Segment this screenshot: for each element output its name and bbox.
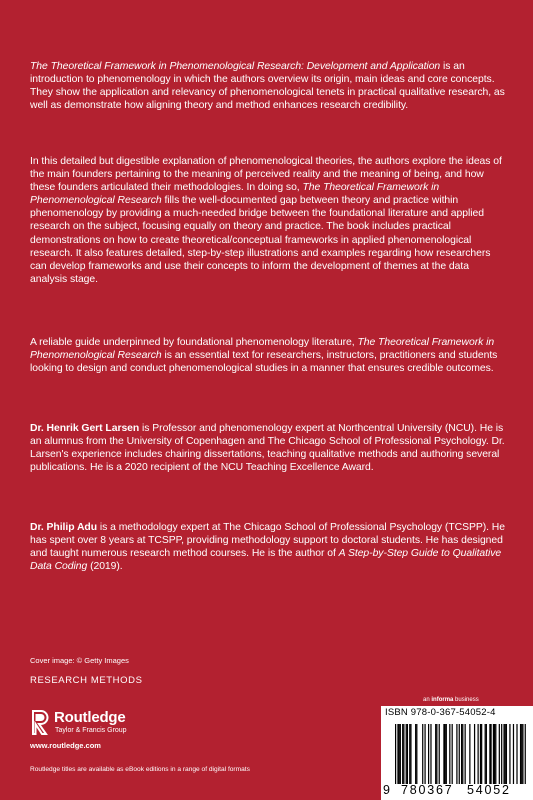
other-book-title: A Step-by-Step Guide to Qualitative Data Coding [30,548,502,573]
barcode-bar [395,724,396,784]
barcode-bar [445,724,446,784]
barcode-bar [522,724,523,784]
barcode-bar [446,724,447,784]
book-title-italic: The Theoretical Framework in Phenomenological Research: Development and Application [30,61,441,72]
blurb-text: is an introduction to phenomenology in which the authors overview its origin, main ideas and core concepts. They show the application and relevancy of phenomenological tenets in practical qualitative research, as well as demonstrate how aligning theory and method enhances research credibility. [30,61,505,112]
barcode-bar [402,724,403,784]
barcode-bar [520,724,521,784]
publisher-group: Taylor & Francis Group [55,727,127,734]
isbn-label: ISBN 978-0-367-54052-4 [385,707,496,718]
barcode-bar [443,724,444,784]
barcode-digit-group-1: 780367 [401,783,454,797]
barcode-bar [410,724,411,784]
informa-prefix: an [423,697,430,703]
author-bio-larsen [30,422,508,474]
book-title-italic: The Theoretical Framework in Phenomenological Research [30,337,495,362]
barcode-digit-group-2: 54052 [467,783,511,797]
barcode-bar [489,724,490,784]
barcode-bar [436,724,437,784]
barcode-bar [452,724,453,784]
barcode-bar [509,724,510,784]
barcode-bar [486,724,487,784]
barcode-bar [456,724,457,784]
series-label: RESEARCH METHODS [30,675,143,686]
barcode-bar [435,724,436,784]
informa-word: informa [431,697,454,703]
barcode-bar [422,724,423,784]
barcode-bar [478,724,479,784]
barcode-bar [499,724,500,784]
barcode-bar [439,724,440,784]
author-name: Dr. Philip Adu [30,522,98,533]
barcode-bar [513,724,514,784]
barcode-bar [400,724,401,784]
barcode-bar [407,724,408,784]
barcode-digit-first: 9 [383,783,391,797]
blurb-text: In this detailed but digestible explanation of phenomenological theories, the authors explore the ideas of the main founders pertaining to the meaning of perceived reality and the meaning of being, and how these founders articulated their methodologies. In doing so, [30,156,502,194]
barcode-bar [480,724,481,784]
blurb-paragraph-3 [30,336,508,375]
book-title-italic: The Theoretical Framework in Phenomenological Research [30,182,440,207]
barcode-bar [521,724,522,784]
barcode-bar [494,724,495,784]
barcode-bar [409,724,410,784]
barcode-bar [503,724,504,784]
barcode-bar [465,724,466,784]
barcode-bar [403,724,404,784]
author-bio-text: is Professor and phenomenology expert at Northcentral University (NCU). He is an alumnus from the University of Copenhagen and The Chicago School of Professional Psychology. Dr. Larsen's experience includes chairing dissertations, teaching qualitative methods and authoring several publications. He is a 2020 recipient of the NCU Teaching Excellence Award. [30,423,505,474]
author-bio-adu [30,521,508,573]
barcode-bar [406,724,407,784]
informa-business-tag [423,697,479,703]
informa-suffix: business [455,697,479,703]
cover-image-credit: Cover image: © Getty Images [30,656,129,665]
blurb-text: A reliable guide underpinned by foundational phenomenology literature, [30,337,355,348]
barcode-bar [416,724,417,784]
routledge-logo [30,707,170,739]
blurb-paragraph-2 [30,155,508,286]
barcode-bar [495,724,496,784]
barcode-bar [415,724,416,784]
blurb-paragraph-1 [30,60,508,112]
blurb-text: fills the well-documented gap between theory and practice within phenomenology by providing a much-needed bridge between the foundational literature and applied research on the subject, focusing equally on theory and practice. The book includes practical demonstrations on how to create theoretical/conceptual frameworks in applied phenomenological research. It also features detailed, step-by-step illustrations and examples regarding how researchers can develop frameworks and use their concepts to inform the development of themes at the data analysis stage. [30,195,491,285]
author-bio-text: is a methodology expert at The Chicago School of Professional Psychology (TCSPP). He has spent over 8 years at TCSPP, providing methodology support to doctoral students. He has designed and taught numerous research method courses. He is the author of [30,522,505,560]
isbn-barcode [381,706,533,800]
barcode-bar [516,724,517,784]
barcode-bar [399,724,400,784]
barcode-bar [469,724,470,784]
barcode-bar [449,724,450,784]
publisher-website-link[interactable]: www.routledge.com [30,741,101,750]
barcode-bar [481,724,482,784]
barcode-bar [459,724,460,784]
author-name: Dr. Henrik Gert Larsen [30,423,140,434]
barcode-bar [485,724,486,784]
blurb-text: is an essential text for researchers, instructors, practitioners and students looking to design and conduct phenomenological studies in a manner that ensures credible outcomes. [30,350,498,375]
routledge-r-mark-icon [30,708,50,736]
barcode-bar [501,724,502,784]
barcode-bars-icon [395,724,527,784]
barcode-bar [505,724,506,784]
barcode-bar [424,724,425,784]
author-bio-text: (2019). [90,561,123,573]
barcode-bar [525,724,526,784]
publisher-name: Routledge [54,709,126,726]
ebook-availability-note: Routledge titles are available as eBook editions in a range of digital formats [30,766,250,773]
barcode-bar [462,724,463,784]
barcode-bar [493,724,494,784]
barcode-bar [474,724,475,784]
barcode-bar [397,724,398,784]
barcode-bar [506,724,507,784]
barcode-bar [428,724,429,784]
barcode-bar [430,724,431,784]
barcode-bar [461,724,462,784]
barcode-bar [490,724,491,784]
